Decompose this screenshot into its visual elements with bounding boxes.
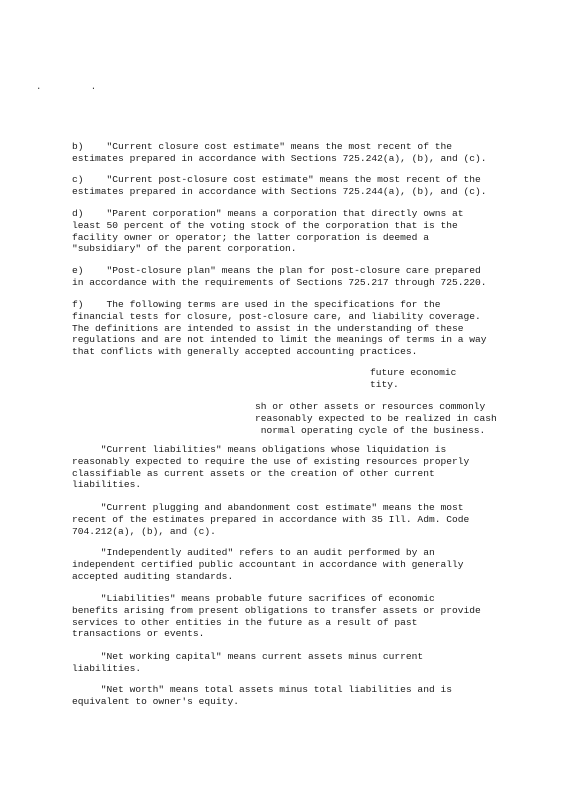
obscured-fragment-2: sh or other assets or resources commonly reasonably expected to be realized in cash normal operating cycle of the business.	[255, 401, 497, 436]
definition-net-working-capital: "Net working capital" means current assets minus current liabilities.	[72, 651, 424, 674]
scan-specks: . .	[36, 82, 119, 92]
paragraph-c: c) "Current post-closure cost estimate" means the most recent of the estimates prepared in accordance with Sections 725.244(a), (b), and (c).	[72, 174, 487, 197]
definition-plugging-abandonment: "Current plugging and abandonment cost estimate" means the most recent of the estimates prepared in accordance with 35 Ill. Adm. Code 704.212(a), (b), and (c).	[72, 502, 470, 537]
obscured-fragment-1: future economic tity.	[370, 367, 457, 390]
definition-independently-audited: "Independently audited" refers to an audit performed by an independent certified public accountant in accordance with generally accepted auditing standards.	[72, 547, 464, 582]
paragraph-b: b) "Current closure cost estimate" means the most recent of the estimates prepared in accordance with Sections 725.242(a), (b), and (c).	[72, 141, 487, 164]
paragraph-e: e) "Post-closure plan" means the plan for post-closure care prepared in accordance with the requirements of Sections 725.217 through 725.220.	[72, 265, 487, 288]
definition-liabilities: "Liabilities" means probable future sacrifices of economic benefits arising from present obligations to transfer assets or provide services to other entities in the future as a result of past transactions or events.	[72, 593, 481, 640]
paragraph-d: d) "Parent corporation" means a corporation that directly owns at least 50 percent of the voting stock of the corporation that is the facility owner or operator; the latter corporation is deemed a "subsidiary" of the parent corporation.	[72, 208, 464, 255]
definition-current-liabilities: "Current liabilities" means obligations whose liquidation is reasonably expected to require the use of existing resources properly classifiable as current assets or the creation of other current liabilities.	[72, 444, 470, 491]
definition-net-worth: "Net worth" means total assets minus total liabilities and is equivalent to owner's equity.	[72, 684, 452, 707]
paragraph-f: f) The following terms are used in the specifications for the financial tests for closure, post-closure care, and liability coverage. The definitions are intended to assist in the understanding of these regulations and are not intended to limit the meanings of terms in a way that conflicts with generally accepted accounting practices.	[72, 299, 487, 358]
